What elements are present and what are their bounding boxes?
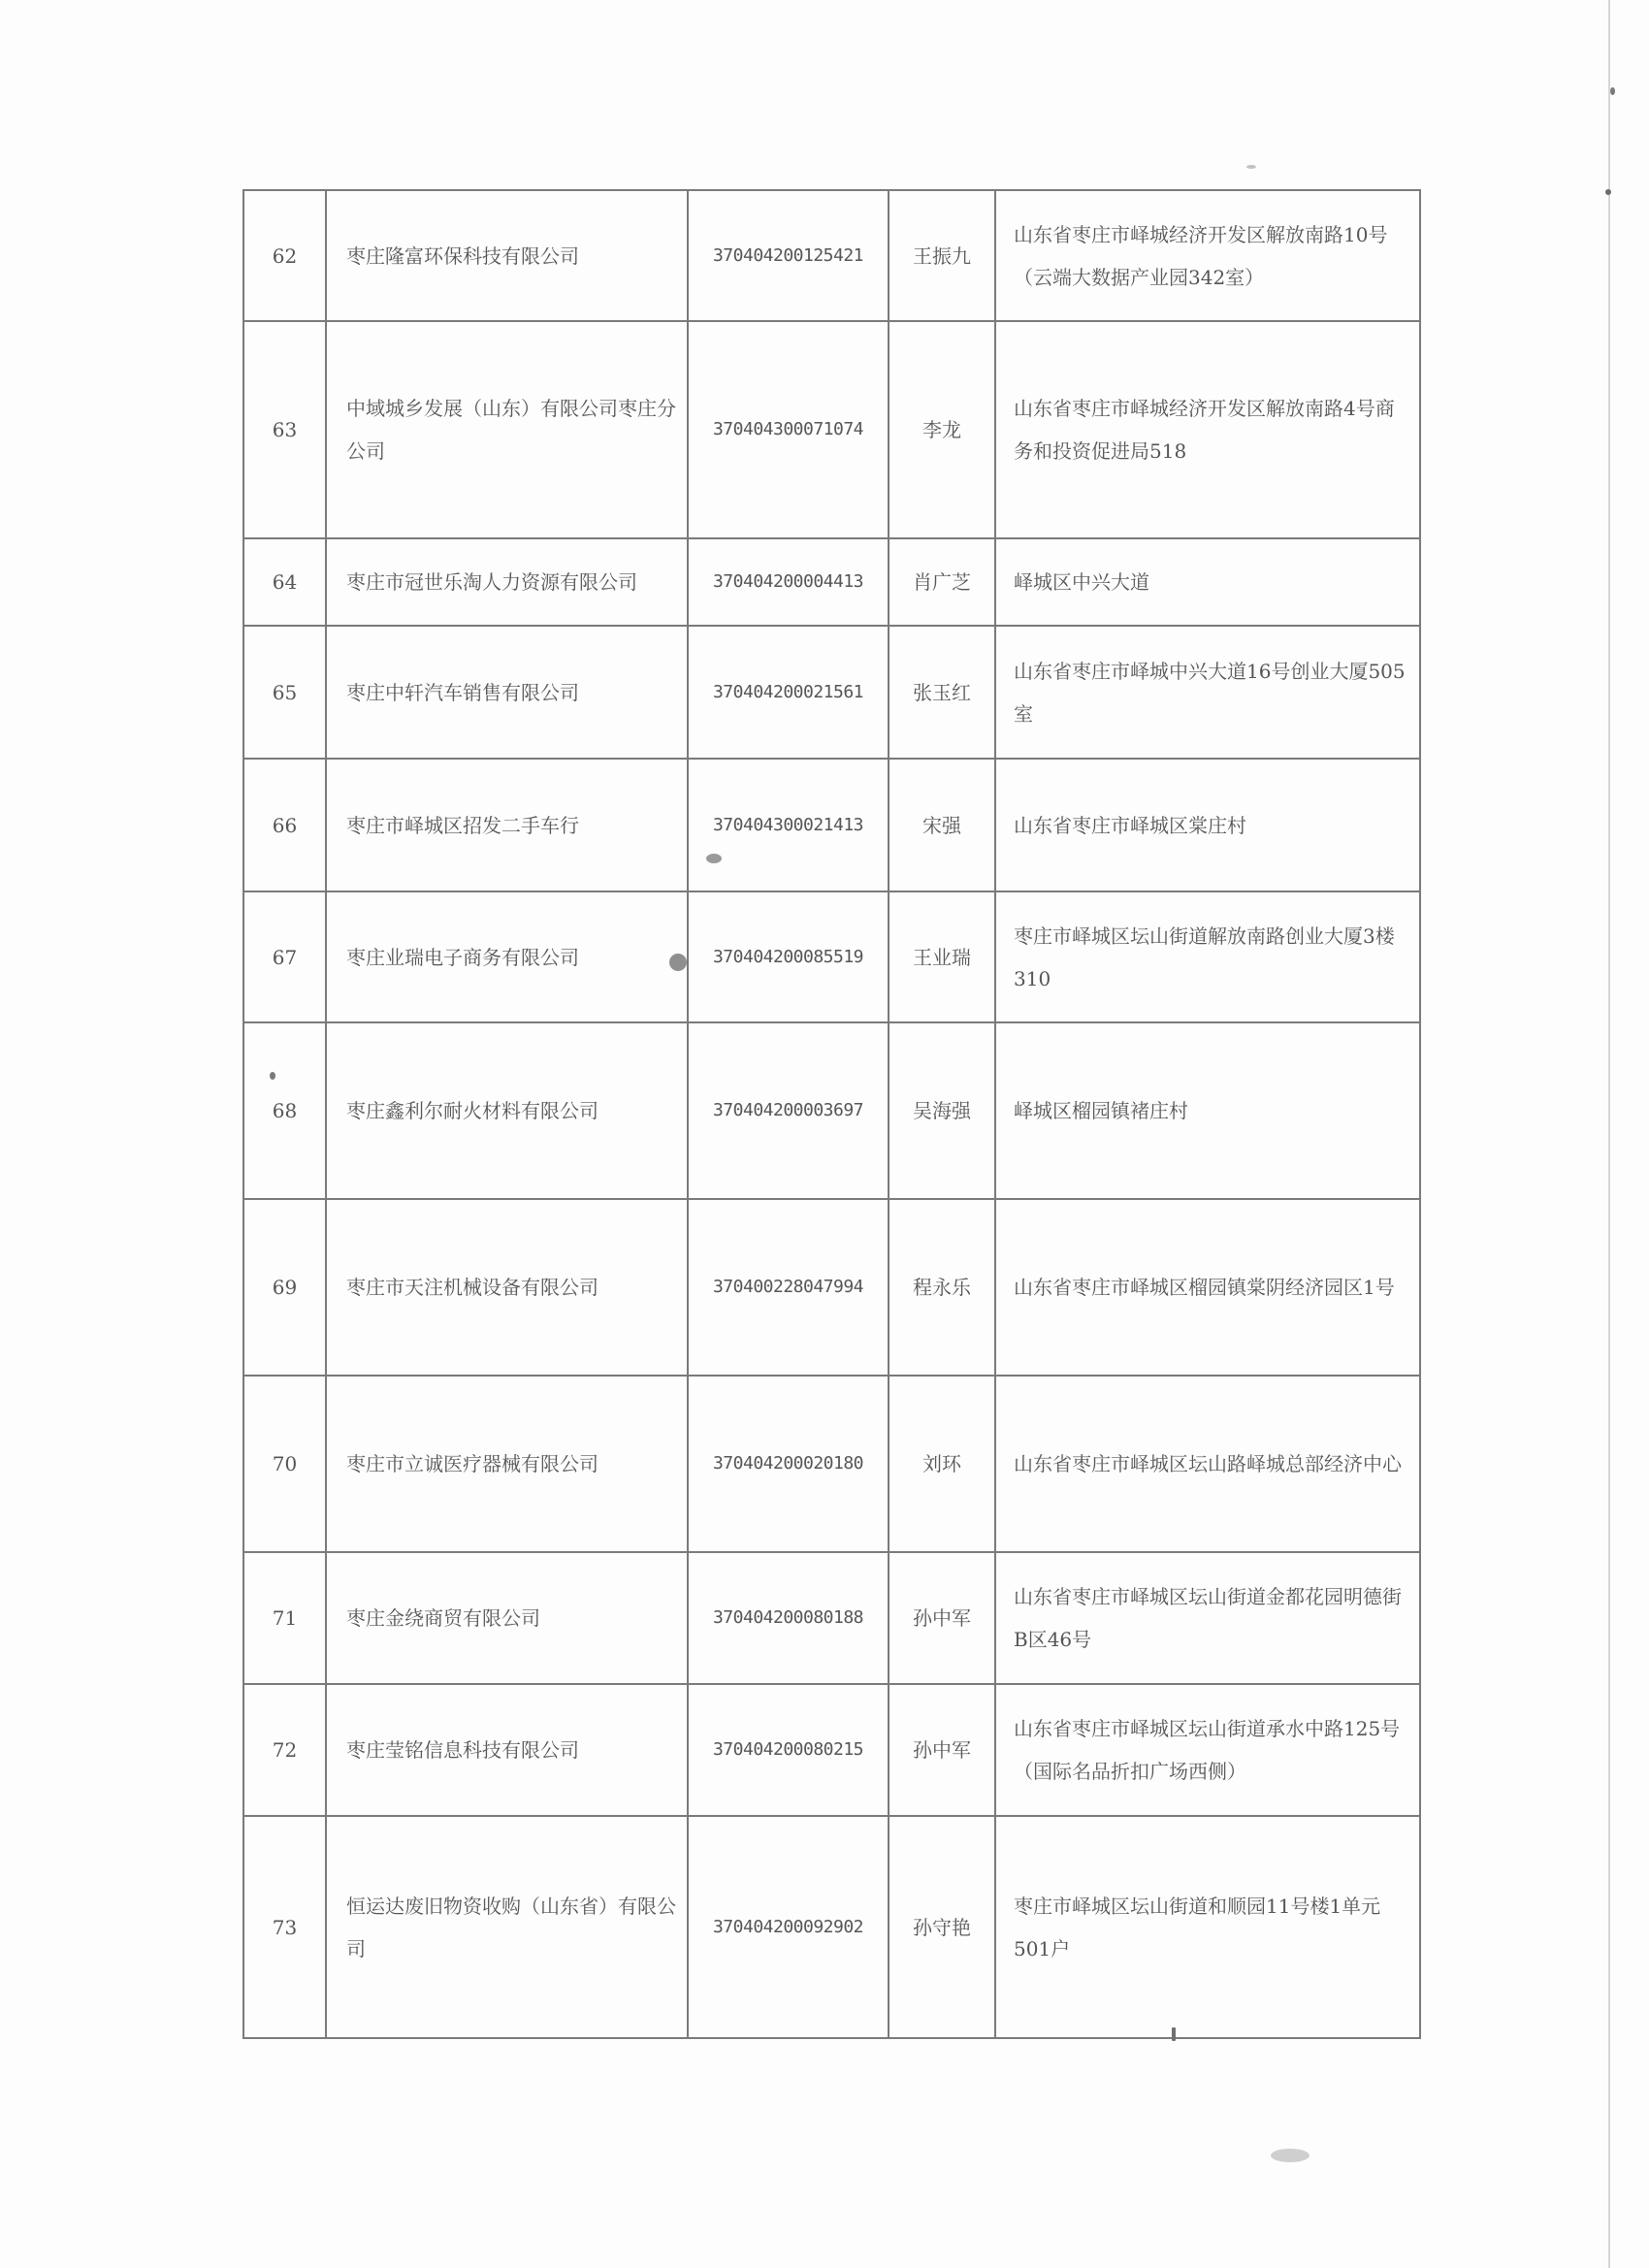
- row-number: 62: [243, 190, 326, 321]
- company-name: 中域城乡发展（山东）有限公司枣庄分公司: [326, 321, 688, 538]
- scan-speck: [706, 854, 722, 863]
- row-number: 64: [243, 538, 326, 626]
- scan-speck: [1605, 189, 1611, 195]
- company-name: 枣庄隆富环保科技有限公司: [326, 190, 688, 321]
- company-address: 山东省枣庄市峄城经济开发区解放南路10号（云端大数据产业园342室）: [995, 190, 1420, 321]
- table-row: [243, 1684, 1420, 1816]
- scan-edge-line: [1608, 0, 1610, 2268]
- company-address: 峄城区榴园镇褚庄村: [995, 1022, 1420, 1199]
- registration-code: 370404200021561: [688, 626, 889, 759]
- company-address: 山东省枣庄市峄城区棠庄村: [995, 759, 1420, 891]
- company-address: 山东省枣庄市峄城中兴大道16号创业大厦505室: [995, 626, 1420, 759]
- registration-code: 370404200003697: [688, 1022, 889, 1199]
- table-row: [243, 190, 1420, 321]
- legal-representative: 宋强: [889, 759, 995, 891]
- scan-speck: [1172, 2027, 1176, 2041]
- registration-code: 370404200020180: [688, 1376, 889, 1552]
- row-number: 72: [243, 1684, 326, 1816]
- registration-code: 370404200085519: [688, 891, 889, 1022]
- table-row: [243, 1552, 1420, 1684]
- legal-representative: 王业瑞: [889, 891, 995, 1022]
- table-row: [243, 759, 1420, 891]
- table-row: [243, 891, 1420, 1022]
- scan-speck: [1610, 87, 1615, 95]
- company-name: 枣庄市峄城区招发二手车行: [326, 759, 688, 891]
- scan-speck: [1246, 165, 1256, 169]
- company-name: 枣庄业瑞电子商务有限公司: [326, 891, 688, 1022]
- table-row: [243, 321, 1420, 538]
- company-name: 恒运达废旧物资收购（山东省）有限公司: [326, 1816, 688, 2038]
- company-name: 枣庄鑫利尔耐火材料有限公司: [326, 1022, 688, 1199]
- legal-representative: 孙中军: [889, 1552, 995, 1684]
- legal-representative: 孙守艳: [889, 1816, 995, 2038]
- legal-representative: 张玉红: [889, 626, 995, 759]
- company-address: 山东省枣庄市峄城区坛山街道金都花园明德街B区46号: [995, 1552, 1420, 1684]
- registration-code: 370404200125421: [688, 190, 889, 321]
- company-address: 山东省枣庄市峄城区坛山路峄城总部经济中心: [995, 1376, 1420, 1552]
- registration-code: 370404300021413: [688, 759, 889, 891]
- row-number: 67: [243, 891, 326, 1022]
- row-number: 71: [243, 1552, 326, 1684]
- registration-code: 370404200004413: [688, 538, 889, 626]
- legal-representative: 李龙: [889, 321, 995, 538]
- row-number: 70: [243, 1376, 326, 1552]
- table-row: [243, 1199, 1420, 1376]
- table-row: [243, 538, 1420, 626]
- company-registry-table: [242, 189, 1421, 2039]
- table-body: [243, 190, 1420, 2038]
- row-number: 69: [243, 1199, 326, 1376]
- company-address: 峄城区中兴大道: [995, 538, 1420, 626]
- company-name: 枣庄中轩汽车销售有限公司: [326, 626, 688, 759]
- registration-code: 370400228047994: [688, 1199, 889, 1376]
- legal-representative: 肖广芝: [889, 538, 995, 626]
- legal-representative: 程永乐: [889, 1199, 995, 1376]
- scan-speck: [270, 1072, 275, 1080]
- company-name: 枣庄莹铭信息科技有限公司: [326, 1684, 688, 1816]
- registration-code: 370404200092902: [688, 1816, 889, 2038]
- row-number: 65: [243, 626, 326, 759]
- legal-representative: 刘环: [889, 1376, 995, 1552]
- scan-speck: [1271, 2149, 1310, 2162]
- table-row: [243, 1376, 1420, 1552]
- company-name: 枣庄金绕商贸有限公司: [326, 1552, 688, 1684]
- table-row: [243, 1022, 1420, 1199]
- row-number: 63: [243, 321, 326, 538]
- company-address: 枣庄市峄城区坛山街道解放南路创业大厦3楼310: [995, 891, 1420, 1022]
- company-address: 山东省枣庄市峄城区榴园镇棠阴经济园区1号: [995, 1199, 1420, 1376]
- registration-code: 370404200080188: [688, 1552, 889, 1684]
- legal-representative: 吴海强: [889, 1022, 995, 1199]
- registration-code: 370404300071074: [688, 321, 889, 538]
- company-name: 枣庄市立诚医疗器械有限公司: [326, 1376, 688, 1552]
- row-number: 73: [243, 1816, 326, 2038]
- table-row: [243, 626, 1420, 759]
- company-name: 枣庄市冠世乐淘人力资源有限公司: [326, 538, 688, 626]
- company-address: 山东省枣庄市峄城经济开发区解放南路4号商务和投资促进局518: [995, 321, 1420, 538]
- row-number: 68: [243, 1022, 326, 1199]
- legal-representative: 孙中军: [889, 1684, 995, 1816]
- legal-representative: 王振九: [889, 190, 995, 321]
- row-number: 66: [243, 759, 326, 891]
- company-address: 枣庄市峄城区坛山街道和顺园11号楼1单元501户: [995, 1816, 1420, 2038]
- scan-speck: [669, 954, 687, 971]
- company-name: 枣庄市天注机械设备有限公司: [326, 1199, 688, 1376]
- registration-code: 370404200080215: [688, 1684, 889, 1816]
- company-address: 山东省枣庄市峄城区坛山街道承水中路125号（国际名品折扣广场西侧）: [995, 1684, 1420, 1816]
- table-row: [243, 1816, 1420, 2038]
